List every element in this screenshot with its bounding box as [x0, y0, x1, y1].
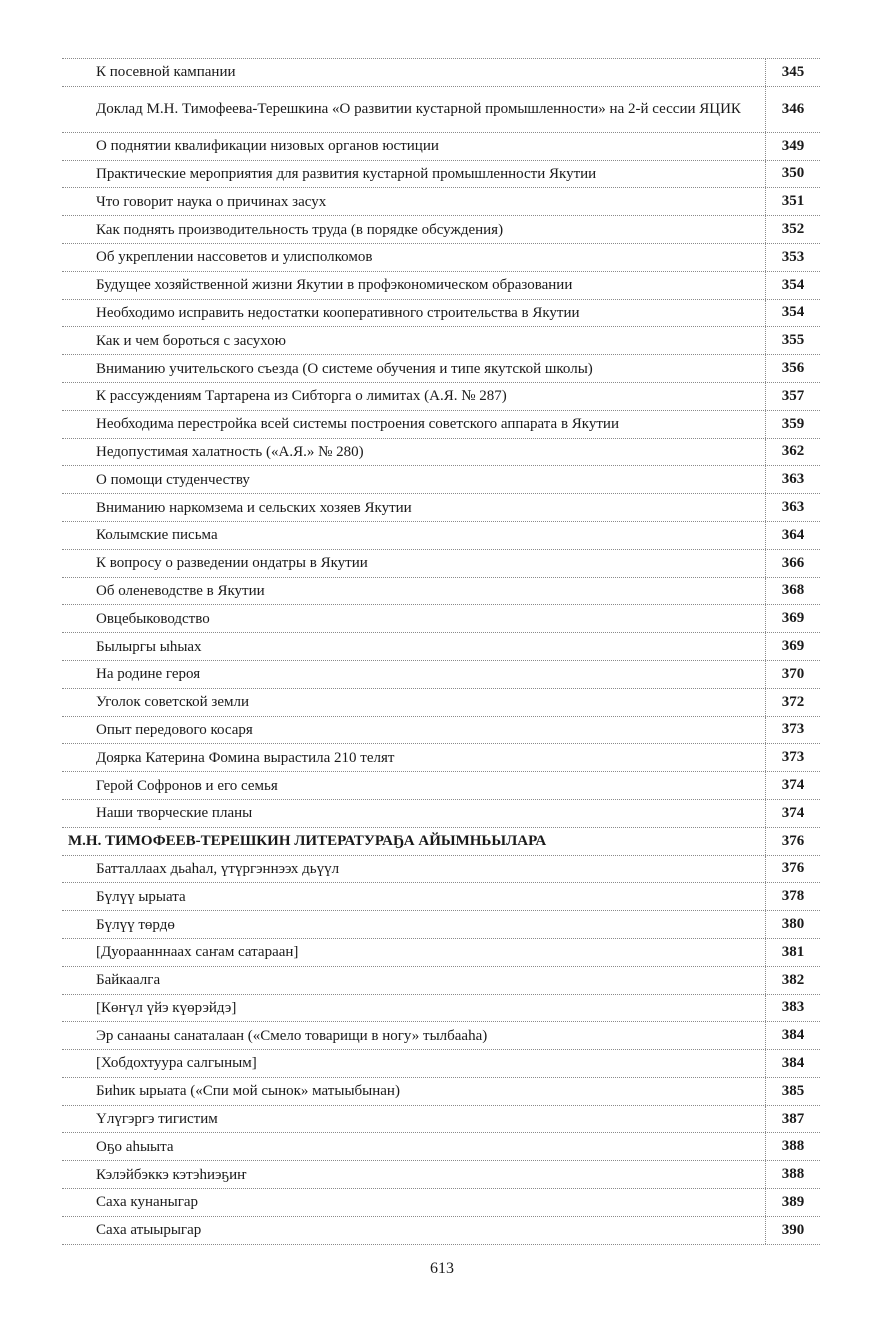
toc-entry-title: Уголок советской земли	[96, 694, 250, 711]
toc-entry-page: 345	[765, 59, 820, 86]
toc-entry-page: 362	[765, 439, 820, 466]
toc-row	[62, 133, 820, 161]
toc-entry-title: [Дуораанннаах саҥам сатараан]	[96, 944, 299, 961]
toc-entry-page: 376	[765, 828, 820, 855]
toc-entry-title: Как и чем бороться с засухою	[96, 332, 286, 349]
toc-entry-page: 384	[765, 1022, 820, 1049]
toc-row	[62, 1189, 820, 1217]
toc-row	[62, 717, 820, 745]
toc-entry-title: [Хобдохтуура салгыным]	[96, 1055, 257, 1072]
toc-row	[62, 744, 820, 772]
toc-row	[62, 995, 820, 1023]
toc-row	[62, 188, 820, 216]
toc-entry-title: Байкаалга	[96, 972, 161, 989]
toc-entry-title: Саха атыырыгар	[96, 1222, 202, 1239]
toc-row	[62, 1161, 820, 1189]
toc-entry-title: Кэлэйбэккэ кэтэһиэҕиҥ	[96, 1166, 247, 1183]
toc-entry-title: О поднятии квалификации низовых органов юстиции	[96, 138, 439, 155]
toc-row	[62, 856, 820, 884]
toc-entry-title: К рассуждениям Тартарена из Сибторга о лимитах (А.Я. № 287)	[96, 388, 507, 405]
toc-entry-title: На родине героя	[96, 666, 201, 683]
toc-row	[62, 411, 820, 439]
toc-entry-title: Вниманию наркомзема и сельских хозяев Якутии	[96, 499, 412, 516]
toc-entry-title: Бүлүү төрдө	[96, 916, 175, 933]
toc-row	[62, 661, 820, 689]
toc-entry-title: Оҕо аһыыта	[96, 1138, 174, 1155]
toc-entry-page: 359	[765, 411, 820, 438]
toc-entry-page: 385	[765, 1078, 820, 1105]
toc-row	[62, 383, 820, 411]
toc-entry-title: Об укреплении нассоветов и улисполкомов	[96, 249, 373, 266]
toc-row	[62, 300, 820, 328]
toc-entry-title: Необходима перестройка всей системы построения советского аппарата в Якутии	[96, 416, 619, 433]
toc-row	[62, 883, 820, 911]
toc-row	[62, 327, 820, 355]
toc-entry-page: 353	[765, 244, 820, 271]
toc-entry-title: К вопросу о разведении ондатры в Якутии	[96, 555, 368, 572]
toc-entry-page: 388	[765, 1161, 820, 1188]
toc-row	[62, 466, 820, 494]
toc-entry-page: 368	[765, 578, 820, 605]
toc-row	[62, 1133, 820, 1161]
toc-row	[62, 967, 820, 995]
toc-entry-title: К посевной кампании	[96, 64, 236, 81]
toc-entry-title: Үлүгэргэ тигистим	[96, 1111, 218, 1128]
toc-row	[62, 272, 820, 300]
toc-row	[62, 161, 820, 189]
toc-entry-title: Батталлаах дьаһал, үтүргэннээх дьүүл	[96, 860, 340, 877]
toc-entry-page: 378	[765, 883, 820, 910]
toc-entry-page: 370	[765, 661, 820, 688]
toc-row	[62, 939, 820, 967]
toc-entry-page: 349	[765, 133, 820, 160]
toc-entry-title: Овцебыководство	[96, 610, 210, 627]
toc-entry-page: 346	[765, 87, 820, 132]
section-heading-title: М.Н. ТИМОФЕЕВ-ТЕРЕШКИН ЛИТЕРАТУРАҔА АЙЫМНЬЫЛАРА	[68, 833, 547, 850]
toc-entry-title: Будущее хозяйственной жизни Якутии в профэкономическом образовании	[96, 277, 573, 294]
toc-entry-page: 350	[765, 161, 820, 188]
toc-entry-page: 384	[765, 1050, 820, 1077]
toc-entry-page: 354	[765, 272, 820, 299]
toc-entry-title: Былыргы ыһыах	[96, 638, 202, 655]
toc-entry-title: Недопустимая халатность («А.Я.» № 280)	[96, 443, 364, 460]
toc-entry-page: 374	[765, 800, 820, 827]
toc-entry-page: 383	[765, 995, 820, 1022]
toc-row	[62, 911, 820, 939]
toc-entry-title: Как поднять производительность труда (в порядке обсуждения)	[96, 221, 504, 238]
toc-entry-page: 352	[765, 216, 820, 243]
toc-entry-title: Практические мероприятия для развития кустарной промышленности Якутии	[96, 165, 597, 182]
section-heading-row	[62, 828, 820, 856]
toc-row	[62, 1217, 820, 1245]
toc-entry-page: 376	[765, 856, 820, 883]
toc-entry-page: 369	[765, 633, 820, 660]
page-number: 613	[430, 1260, 454, 1277]
toc-entry-page: 364	[765, 522, 820, 549]
toc-row	[62, 578, 820, 606]
toc-row	[62, 244, 820, 272]
toc-row	[62, 772, 820, 800]
toc-entry-page: 389	[765, 1189, 820, 1216]
toc-entry-page: 372	[765, 689, 820, 716]
toc-entry-page: 382	[765, 967, 820, 994]
toc-entry-page: 351	[765, 188, 820, 215]
toc-entry-title: Доярка Катерина Фомина вырастила 210 телят	[96, 749, 395, 766]
toc-entry-title: Бүлүү ырыата	[96, 888, 186, 905]
toc-entry-page: 381	[765, 939, 820, 966]
toc-entry-title: Колымские письма	[96, 527, 218, 544]
toc-row	[62, 633, 820, 661]
toc-entry-title: О помощи студенчеству	[96, 471, 250, 488]
toc-row	[62, 550, 820, 578]
table-of-contents	[62, 58, 820, 1245]
toc-entry-title: [Көҥүл үйэ күөрэйдэ]	[96, 999, 237, 1016]
toc-entry-page: 356	[765, 355, 820, 382]
toc-row	[62, 1050, 820, 1078]
toc-entry-title: Наши творческие планы	[96, 805, 253, 822]
toc-entry-title: Необходимо исправить недостатки кооперативного строительства в Якутии	[96, 304, 580, 321]
toc-entry-page: 357	[765, 383, 820, 410]
toc-entry-page: 373	[765, 717, 820, 744]
toc-row	[62, 800, 820, 828]
toc-entry-title: Эр санааны санаталаан («Смело товарищи в ногу» тылбааһа)	[96, 1027, 488, 1044]
toc-entry-page: 363	[765, 466, 820, 493]
toc-entry-page: 374	[765, 772, 820, 799]
toc-entry-title: Опыт передового косаря	[96, 721, 253, 738]
toc-row	[62, 216, 820, 244]
toc-entry-page: 366	[765, 550, 820, 577]
toc-entry-title: Герой Софронов и его семья	[96, 777, 278, 794]
toc-row	[62, 1078, 820, 1106]
toc-row	[62, 689, 820, 717]
toc-row	[62, 522, 820, 550]
toc-entry-page: 387	[765, 1106, 820, 1133]
toc-entry-page: 354	[765, 300, 820, 327]
toc-entry-title: Что говорит наука о причинах засух	[96, 193, 327, 210]
toc-row	[62, 605, 820, 633]
toc-entry-page: 373	[765, 744, 820, 771]
toc-entry-title: Биһик ырыата («Спи мой сынок» матыыбынан)	[96, 1083, 400, 1100]
toc-row	[62, 494, 820, 522]
toc-row	[62, 1106, 820, 1134]
toc-entry-page: 390	[765, 1217, 820, 1244]
toc-entry-page: 363	[765, 494, 820, 521]
toc-row	[62, 59, 820, 87]
toc-entry-title: Вниманию учительского съезда (О системе обучения и типе якутской школы)	[96, 360, 593, 377]
toc-entry-title: Саха кунаныгар	[96, 1194, 199, 1211]
toc-entry-title: Доклад М.Н. Тимофеева-Терешкина «О развитии кустарной промышленности» на 2-й сессии ЯЦИК	[96, 101, 741, 118]
toc-row	[62, 1022, 820, 1050]
toc-row	[62, 87, 820, 133]
toc-entry-page: 380	[765, 911, 820, 938]
toc-row	[62, 355, 820, 383]
toc-entry-title: Об оленеводстве в Якутии	[96, 582, 265, 599]
toc-entry-page: 388	[765, 1133, 820, 1160]
toc-entry-page: 355	[765, 327, 820, 354]
toc-row	[62, 439, 820, 467]
toc-entry-page: 369	[765, 605, 820, 632]
